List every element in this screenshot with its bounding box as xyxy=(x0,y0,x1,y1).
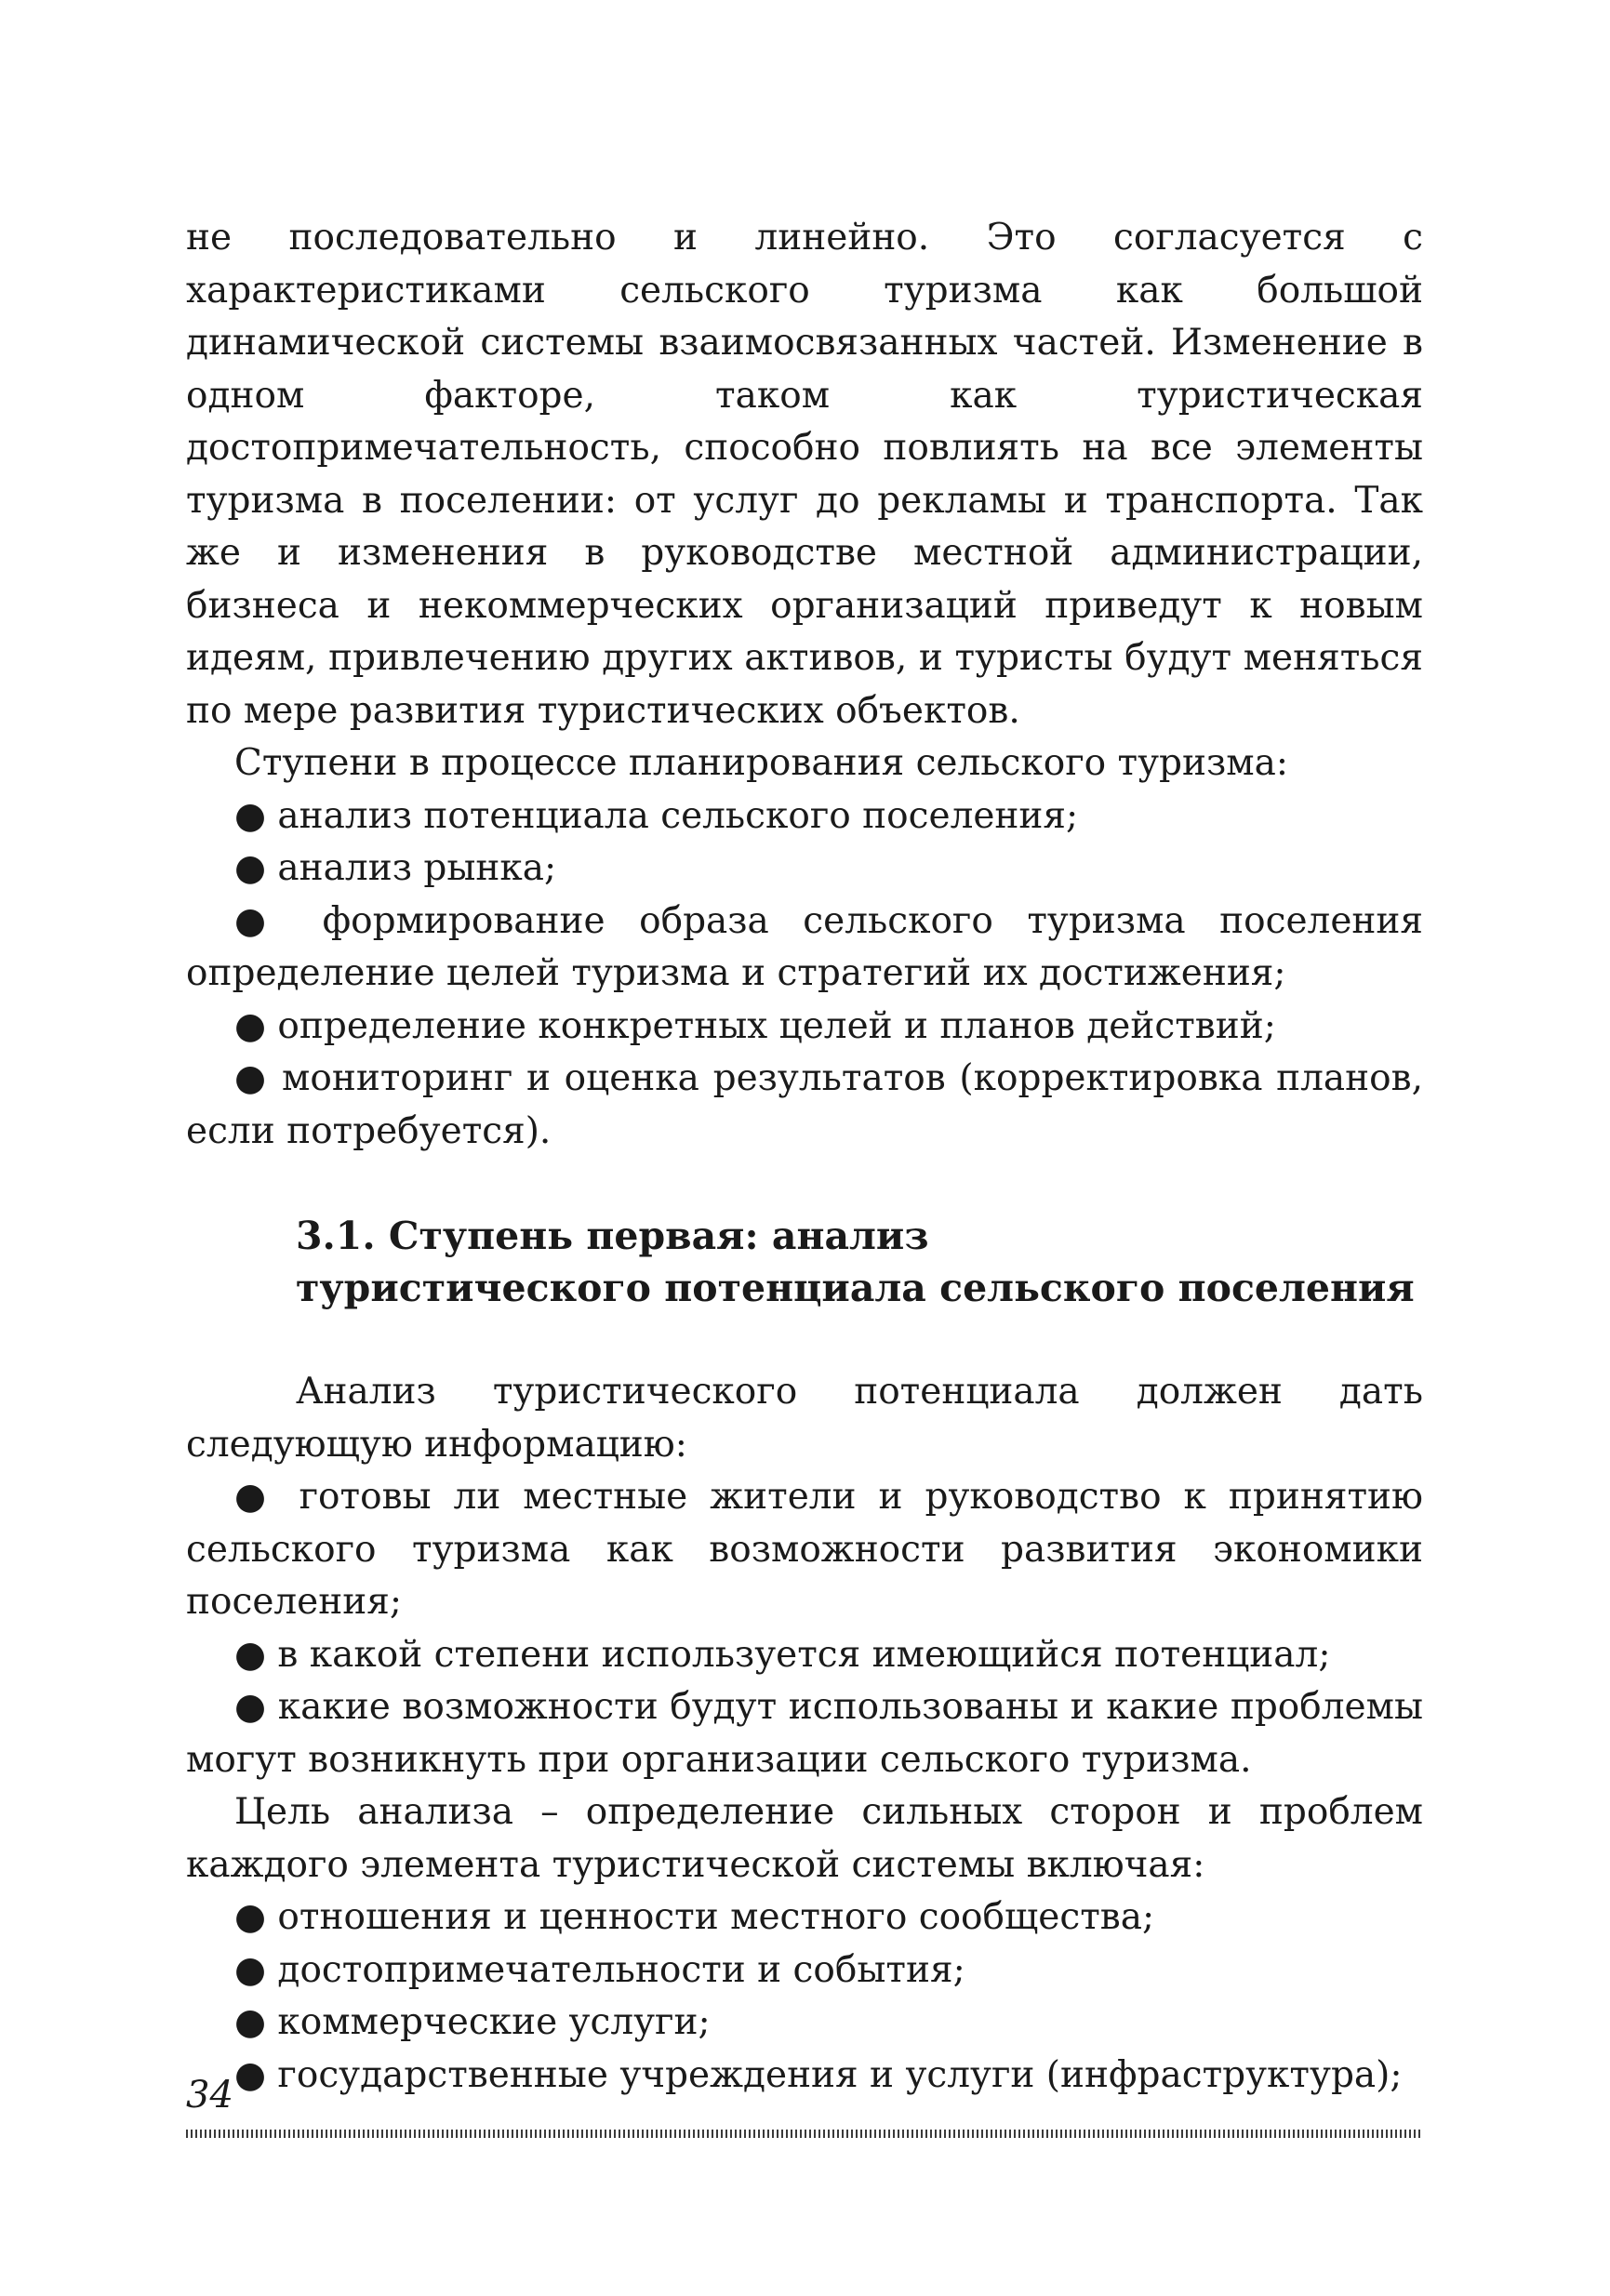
footer-rule-decoration xyxy=(186,2130,1423,2138)
spacer xyxy=(186,1314,1423,1366)
body-paragraph: не последовательно и линейно. Это согласуется с характеристиками сельского туризма как большой динамической системы взаимосвязанных частей. Изменение в одном факторе, таком как туристическая достопримечательность, способно повлиять на все элементы туризма в поселении: от услуг до рекламы и транспорта. Так же и изменения в руководстве местной администрации, бизнеса и некоммерческих организаций приведут к новым идеям, привлечению других активов, и туристы будут меняться по мере развития туристических объектов. xyxy=(186,217,1423,732)
steps-intro: Ступени в процессе планирования сельского туризма: xyxy=(234,742,1288,784)
list-item-analysis: ● какие возможности будут использованы и какие проблемы могут возникнуть при организации сельского туризма. xyxy=(186,1686,1423,1781)
spacer xyxy=(186,1158,1423,1210)
list-item-step: ● формирование образа сельского туризма поселения определение целей туризма и стратегий их достижения; xyxy=(186,899,1423,994)
page-number: 34 xyxy=(186,2074,233,2117)
list-item-step: ● определение конкретных целей и планов действий; xyxy=(234,1004,1276,1047)
section-heading-line-2: туристического потенциала сельского поселения xyxy=(296,1266,1415,1310)
list-item-analysis: ● в какой степени используется имеющийся потенциал; xyxy=(234,1633,1331,1676)
list-item-step: ● мониторинг и оценка результатов (корректировка планов, если потребуется). xyxy=(186,1057,1423,1152)
list-item-step: ● анализ потенциала сельского поселения; xyxy=(234,794,1079,837)
page-body xyxy=(186,212,1423,2102)
list-item-goal: ● государственные учреждения и услуги (инфраструктура); xyxy=(234,2053,1403,2096)
section-heading-line-1: 3.1. Ступень первая: анализ xyxy=(296,1214,929,1258)
list-item-goal: ● достопримечательности и события; xyxy=(234,1948,965,1991)
list-item-goal: ● коммерческие услуги; xyxy=(234,2001,711,2043)
list-item-analysis: ● готовы ли местные жители и руководство к принятию сельского туризма как возможности развития экономики поселения; xyxy=(186,1476,1423,1623)
list-item-step: ● анализ рынка; xyxy=(234,847,557,889)
list-item-goal: ● отношения и ценности местного сообщества; xyxy=(234,1896,1155,1938)
goal-intro: Цель анализа – определение сильных сторон и проблем каждого элемента туристической системы включая: xyxy=(186,1791,1423,1886)
analysis-intro: Анализ туристического потенциала должен дать следующую информацию: xyxy=(186,1371,1423,1466)
